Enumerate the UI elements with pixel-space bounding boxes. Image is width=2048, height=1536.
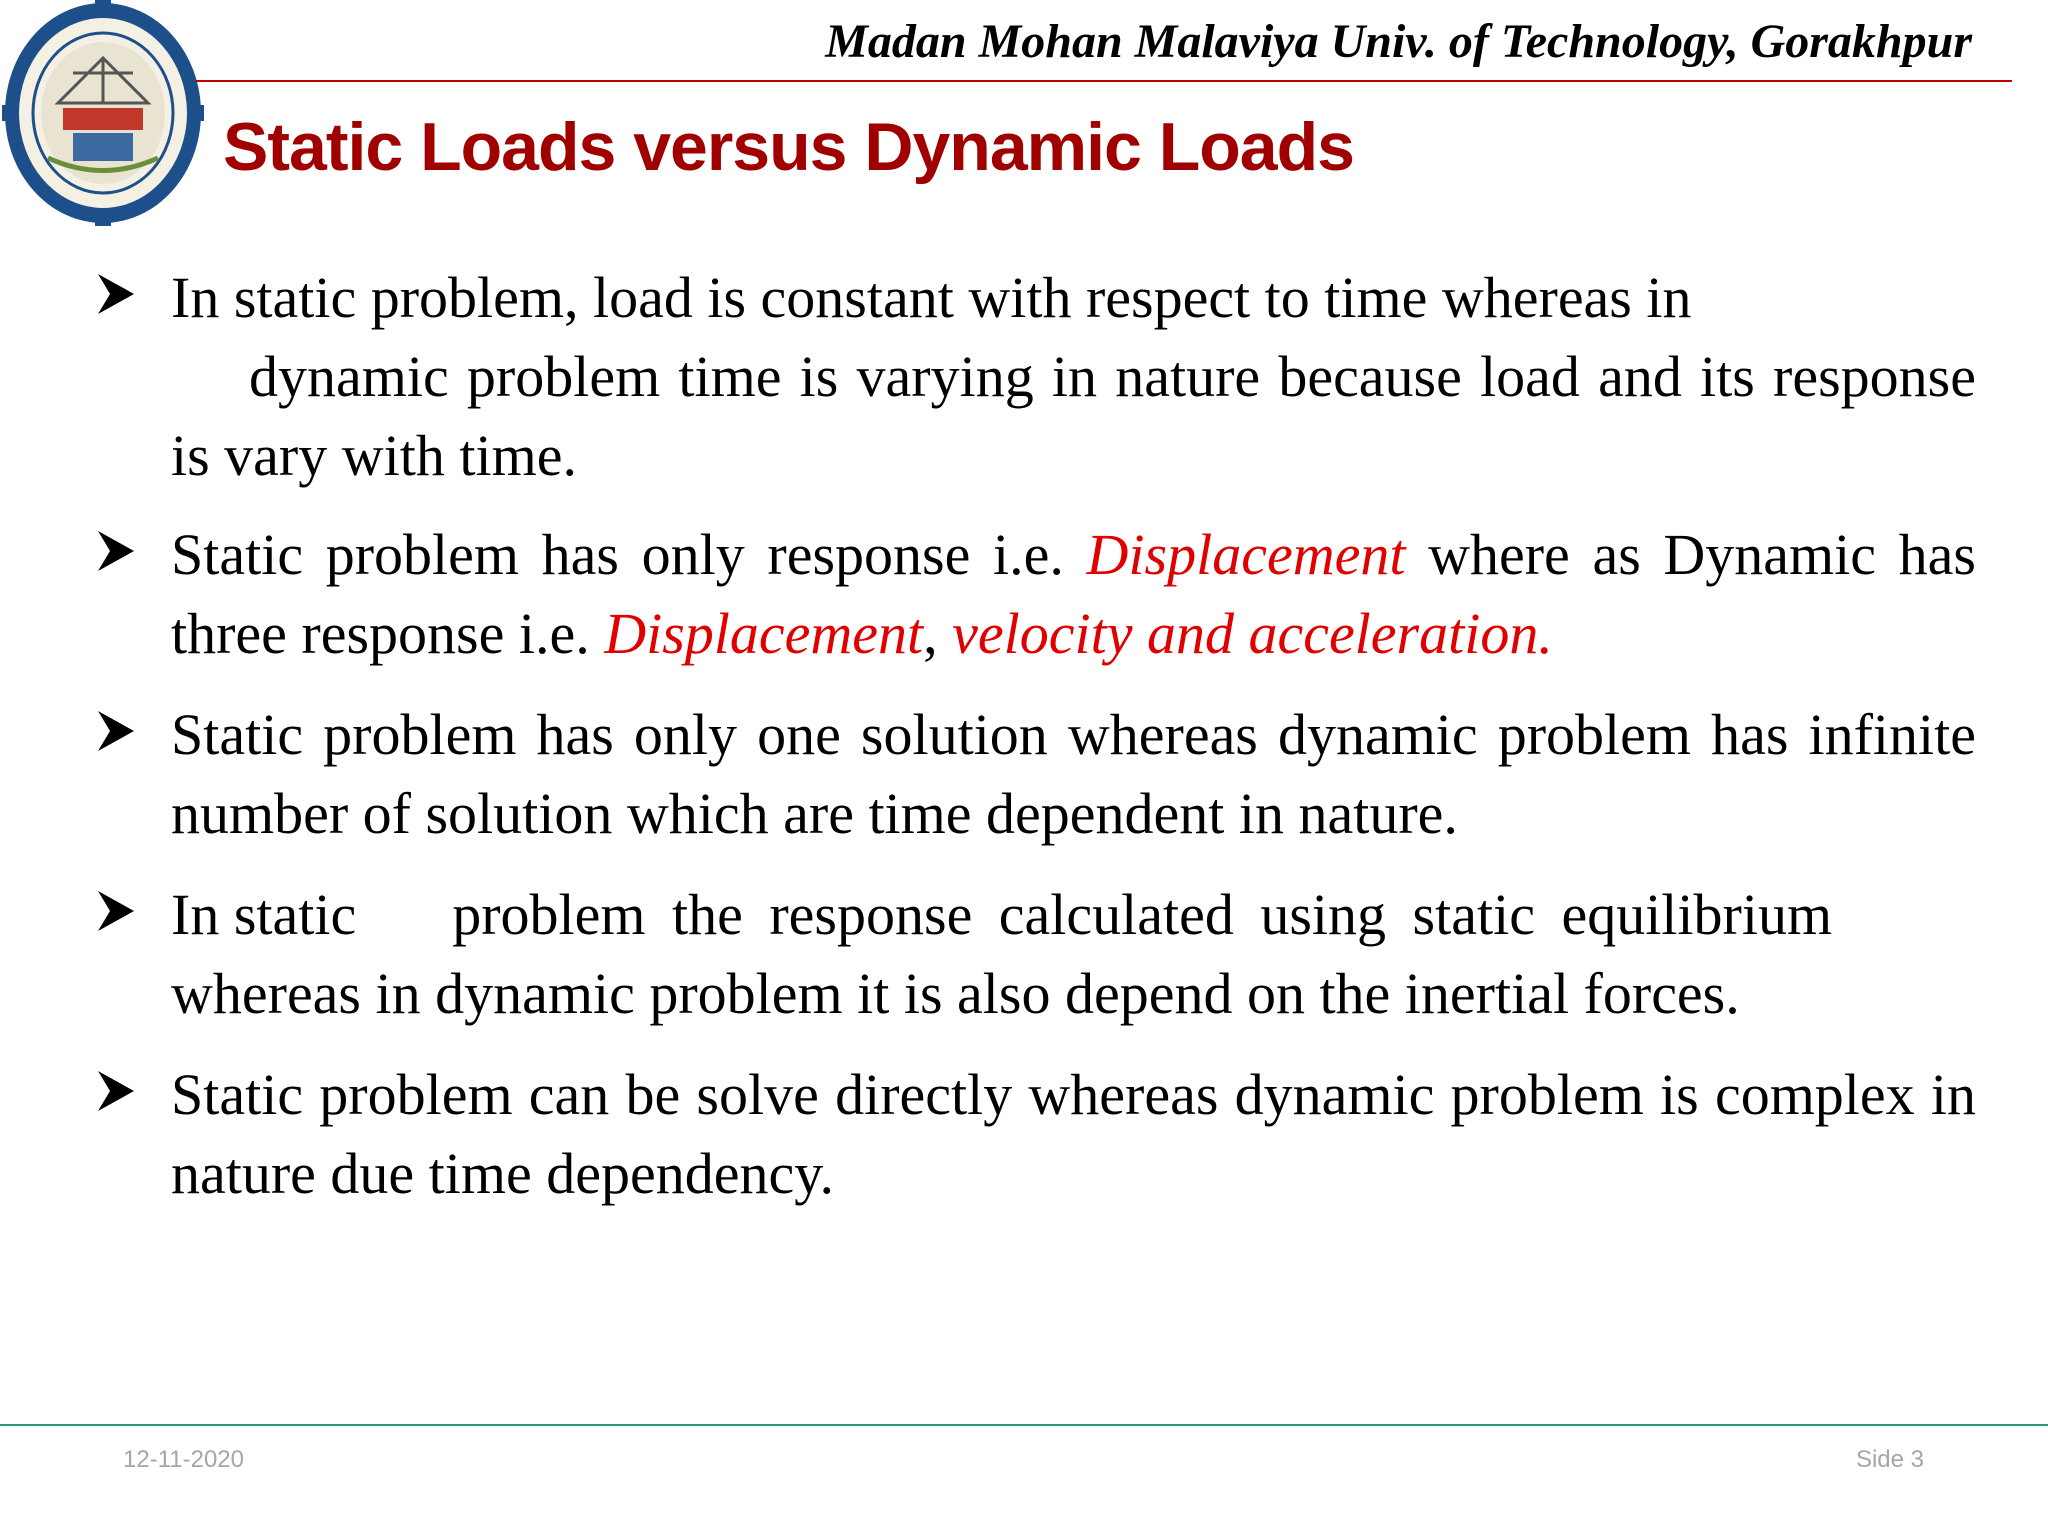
footer-page-number: Side 3 bbox=[1855, 1446, 1924, 1473]
bullet-text: In static problem, load is constant with respect to time whereas in bbox=[171, 265, 1692, 330]
bullet-item bbox=[96, 1055, 1976, 1213]
bullet-text: In static bbox=[171, 882, 357, 947]
footer-date: 12-11-2020 bbox=[123, 1446, 244, 1473]
bullet-text: , bbox=[923, 601, 953, 666]
header-divider bbox=[196, 80, 2012, 82]
bullet-item bbox=[96, 258, 1976, 495]
bullet-list bbox=[96, 258, 1976, 1213]
bullet-text: dynamic problem time is varying in nature because load and its response is vary with time. bbox=[171, 344, 1976, 488]
bullet-text: Static problem has only response i.e. bbox=[171, 522, 1087, 587]
arrowhead-bullet-icon bbox=[96, 1069, 136, 1113]
bullet-text: Static problem can be solve directly whereas dynamic problem is complex in nature due time dependency. bbox=[171, 1062, 1976, 1206]
bullet-item bbox=[96, 875, 1976, 1033]
bullet-text: where as Dynamic has three response i.e. bbox=[171, 522, 1976, 666]
arrowhead-bullet-icon bbox=[96, 889, 136, 933]
footer-divider bbox=[0, 1424, 2048, 1426]
arrowhead-bullet-icon bbox=[96, 272, 136, 316]
emphasis-displacement: Displacement bbox=[604, 601, 924, 666]
emphasis-velocity-acceleration: velocity and acceleration. bbox=[952, 601, 1553, 666]
university-name: Madan Mohan Malaviya Univ. of Technology, Gorakhpur bbox=[825, 15, 1972, 68]
bullet-item bbox=[96, 695, 1976, 853]
arrowhead-bullet-icon bbox=[96, 529, 136, 573]
emphasis-displacement: Displacement bbox=[1086, 522, 1406, 587]
arrowhead-bullet-icon bbox=[96, 709, 136, 753]
bullet-item bbox=[96, 515, 1976, 673]
bullet-text: problem the response calculated using static equilibrium bbox=[452, 882, 1833, 947]
university-seal-icon bbox=[2, 0, 204, 226]
bullet-text: whereas in dynamic problem it is also depend on the inertial forces. bbox=[171, 961, 1740, 1026]
bullet-text: Static problem has only one solution whereas dynamic problem has infinite number of solution which are time dependent in nature. bbox=[171, 702, 1976, 846]
slide-title: Static Loads versus Dynamic Loads bbox=[223, 109, 1354, 185]
